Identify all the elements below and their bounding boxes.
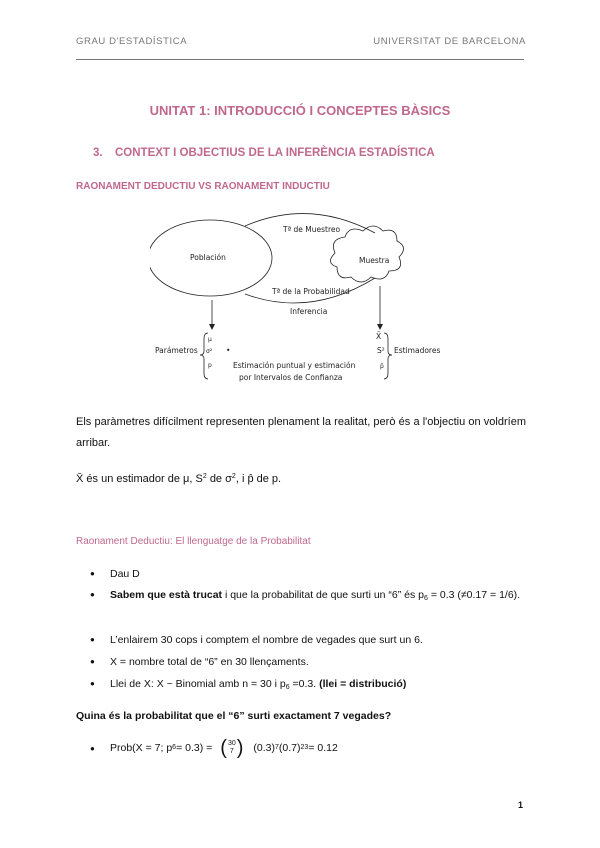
paragraph-parametres: Els paràmetres difícilment representen plenament la realitat, però és a l'objectiu on voldríem arribar. bbox=[76, 416, 526, 449]
est-s2: S² bbox=[377, 346, 385, 355]
inference-diagram bbox=[150, 208, 450, 388]
page-number: 1 bbox=[518, 800, 524, 810]
bullet-dot: ● bbox=[90, 657, 95, 666]
bullet-x-definition: X = nombre total de “6” en 30 llençaments. bbox=[110, 656, 309, 668]
header-divider bbox=[76, 59, 524, 60]
param-sigma: σ² bbox=[206, 348, 213, 355]
bullet-dot: ● bbox=[90, 635, 95, 644]
bullet-trucat: Sabem que està trucat i que la probabilitat de que surti un “6” és $p_6 = 0.3$ (≠0.17 = 1/6). bbox=[110, 589, 521, 602]
label-parametros: Parámetros bbox=[155, 346, 198, 355]
subheading-deductiu-inductiu: RAONAMENT DEDUCTIU VS RAONAMENT INDUCTIU bbox=[76, 181, 330, 192]
label-muestra: Muestra bbox=[359, 256, 390, 265]
param-p: p bbox=[208, 362, 212, 369]
bullet-dot: ● bbox=[90, 590, 95, 599]
header-right: UNIVERSITAT DE BARCELONA bbox=[373, 36, 526, 47]
formula-binomial: Prob(X = 7; p 6 = 0.3) = ( 30 7 ) (0.3) 7 (0.7) 23 = 0.12 bbox=[110, 737, 338, 759]
header-left: GRAU D'ESTADÍSTICA bbox=[76, 36, 188, 47]
label-estimacion-1: Estimación puntual y estimación bbox=[233, 361, 356, 370]
label-estimadores: Estimadores bbox=[394, 346, 441, 355]
param-mu: μ bbox=[208, 336, 212, 343]
sample-cloud bbox=[330, 226, 403, 282]
bullet-enlairem: L’enlairem 30 cops i comptem el nombre de vegades que surt un 6. bbox=[110, 634, 423, 646]
label-inferencia: Inferencia bbox=[290, 307, 328, 316]
bullet-dot: ● bbox=[90, 744, 95, 753]
est-xbar: X̄ bbox=[376, 332, 382, 341]
label-t-probabilidad: Tª de la Probabilidad bbox=[272, 287, 350, 296]
subheading-llenguatge-probabilitat: Raonament Deductiu: El llenguatge de la Probabilitat bbox=[76, 536, 311, 547]
binomial-coefficient: ( 30 7 ) bbox=[220, 737, 244, 759]
bullet-dot: ● bbox=[90, 679, 95, 688]
label-t-muestreo: Tª de Muestreo bbox=[283, 225, 341, 234]
label-estimacion-2: por Intervalos de Confianza bbox=[239, 373, 343, 382]
question-prob-7: Quina és la probabilitat que el “6” surti exactament 7 vegades? bbox=[76, 710, 392, 722]
est-phat: p̂ bbox=[380, 363, 384, 370]
dot-separator: • bbox=[226, 346, 231, 355]
bullet-dot: ● bbox=[90, 569, 95, 578]
section-title: 3. CONTEXT I OBJECTIUS DE LA INFERÈNCIA ESTADÍSTICA bbox=[93, 147, 435, 159]
paragraph-estimadors: X̄ és un estimador de μ, $S^2$ de $\sigma^2$, i p̂ de p. bbox=[76, 473, 282, 485]
label-poblacion: Población bbox=[190, 253, 226, 262]
bullet-dau: Dau D bbox=[110, 568, 140, 580]
unit-title: UNITAT 1: INTRODUCCIÓ I CONCEPTES BÀSICS bbox=[149, 103, 451, 118]
bullet-llei: Llei de X: X ~ Binomial amb n = 30 i $p_6 =0.3$. (llei = distribució) bbox=[110, 678, 407, 691]
